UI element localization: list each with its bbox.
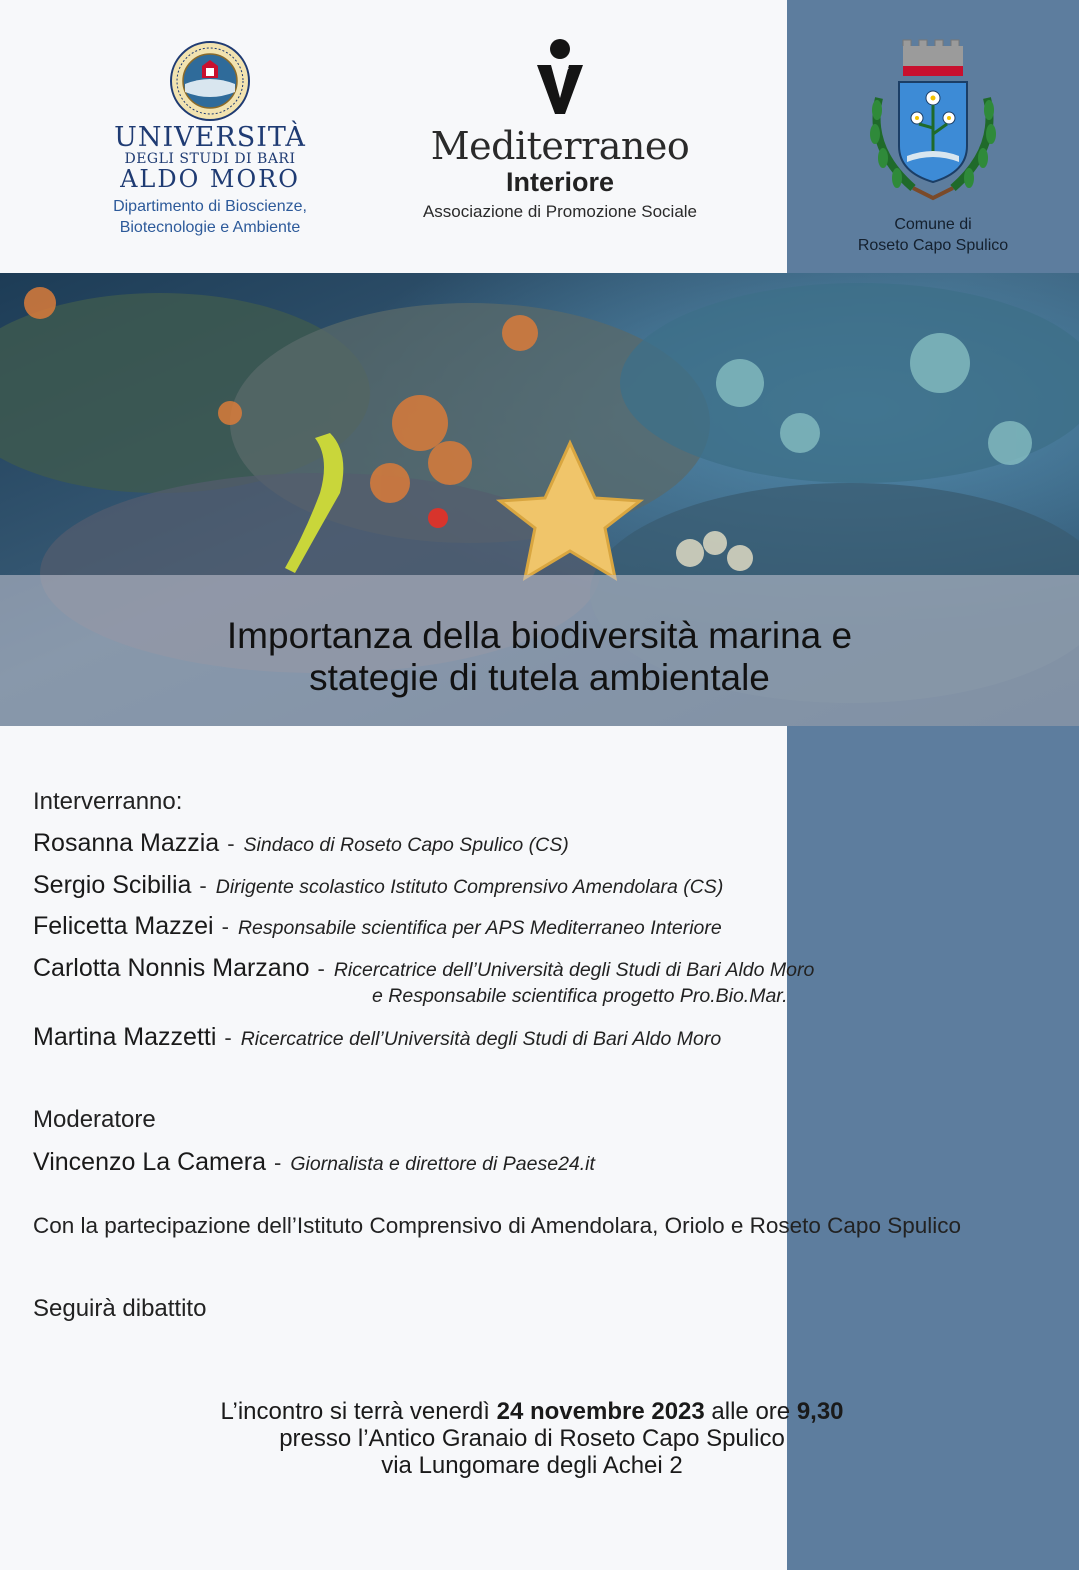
- speaker-row: Rosanna Mazzia - Sindaco di Roseto Capo Spulico (CS): [33, 829, 569, 857]
- speaker-name: Sergio Scibilia: [33, 871, 192, 899]
- moderator-role: Giornalista e direttore di Paese24.it: [290, 1153, 595, 1175]
- moderator-name: Vincenzo La Camera: [33, 1148, 267, 1176]
- university-name-line1: UNIVERSITÀ: [114, 122, 306, 153]
- event-title: [0, 615, 1079, 699]
- association-name: Mediterraneo: [430, 124, 690, 168]
- department-line2: Biotecnologie e Ambiente: [119, 219, 301, 236]
- debate-text: Seguirà dibattito: [33, 1295, 207, 1322]
- speaker-role: Ricercatrice dell’Università degli Studi di Bari Aldo Moro: [333, 959, 815, 981]
- speaker-role-continued: e Responsabile scientifica progetto Pro.Bio.Mar.: [372, 985, 788, 1007]
- moderator-row: Vincenzo La Camera - Giornalista e direttore di Paese24.it: [33, 1148, 595, 1176]
- municipality-crest-icon: [861, 38, 1005, 210]
- association-figure-icon: [535, 38, 585, 118]
- event-address: via Lungomare degli Achei 2: [381, 1452, 683, 1479]
- speaker-role: Dirigente scolastico Istituto Comprensivo Amendolara (CS): [215, 876, 724, 898]
- department-line1: Dipartimento di Bioscienze,: [113, 198, 307, 215]
- event-title-line1: Importanza della biodiversità marina e: [226, 615, 853, 656]
- event-title-line2: stategie di tutela ambientale: [309, 657, 770, 698]
- speaker-name: Martina Mazzetti: [33, 1023, 217, 1051]
- university-logo-block: [95, 40, 325, 238]
- speaker-row: Felicetta Mazzei - Responsabile scientifica per APS Mediterraneo Interiore: [33, 912, 722, 940]
- participation-text: Con la partecipazione dell’Istituto Comprensivo di Amendolara, Oriolo e Roseto Capo Spulico: [33, 1213, 962, 1238]
- event-time: 9,30: [796, 1398, 844, 1425]
- speaker-row: Martina Mazzetti - Ricercatrice dell’Università degli Studi di Bari Aldo Moro: [33, 1023, 722, 1051]
- university-name-line2: DEGLI STUDI DI BARI: [124, 151, 296, 167]
- association-subname: Interiore: [505, 167, 615, 197]
- speaker-name: Rosanna Mazzia: [33, 829, 220, 857]
- municipality-label-line1: Comune di: [894, 216, 972, 233]
- speakers-label: Interverranno:: [33, 788, 183, 815]
- university-seal-icon: [169, 40, 251, 122]
- moderator-label: Moderatore: [33, 1106, 156, 1133]
- association-logo-block: [400, 38, 720, 222]
- speaker-name: Carlotta Nonnis Marzano: [33, 954, 310, 982]
- municipality-label-line2: Roseto Capo Spulico: [857, 237, 1009, 254]
- association-type: Associazione di Promozione Sociale: [422, 202, 698, 221]
- speaker-row: Sergio Scibilia - Dirigente scolastico Istituto Comprensivo Amendolara (CS): [33, 871, 724, 899]
- event-venue: presso l’Antico Granaio di Roseto Capo Spulico: [279, 1425, 785, 1452]
- event-intro: L’incontro si terrà venerdì: [220, 1398, 490, 1425]
- event-details: [0, 1398, 1064, 1479]
- reef-photo: [0, 273, 1079, 726]
- speaker-role: Responsabile scientifica per APS Mediterraneo Interiore: [237, 917, 722, 939]
- event-date: 24 novembre 2023: [496, 1398, 705, 1425]
- header: [0, 0, 1079, 273]
- speaker-name: Felicetta Mazzei: [33, 912, 214, 940]
- speaker-role: Ricercatrice dell’Università degli Studi di Bari Aldo Moro: [240, 1028, 722, 1050]
- municipality-logo-block: [787, 0, 1079, 273]
- speaker-row: Carlotta Nonnis Marzano - Ricercatrice dell’Università degli Studi di Bari Aldo Moro: [33, 954, 815, 982]
- speaker-role: Sindaco di Roseto Capo Spulico (CS): [243, 834, 569, 856]
- event-time-prefix: alle ore: [711, 1398, 791, 1425]
- event-date-line: [0, 1398, 1064, 1425]
- university-name-line3: ALDO MORO: [120, 165, 300, 193]
